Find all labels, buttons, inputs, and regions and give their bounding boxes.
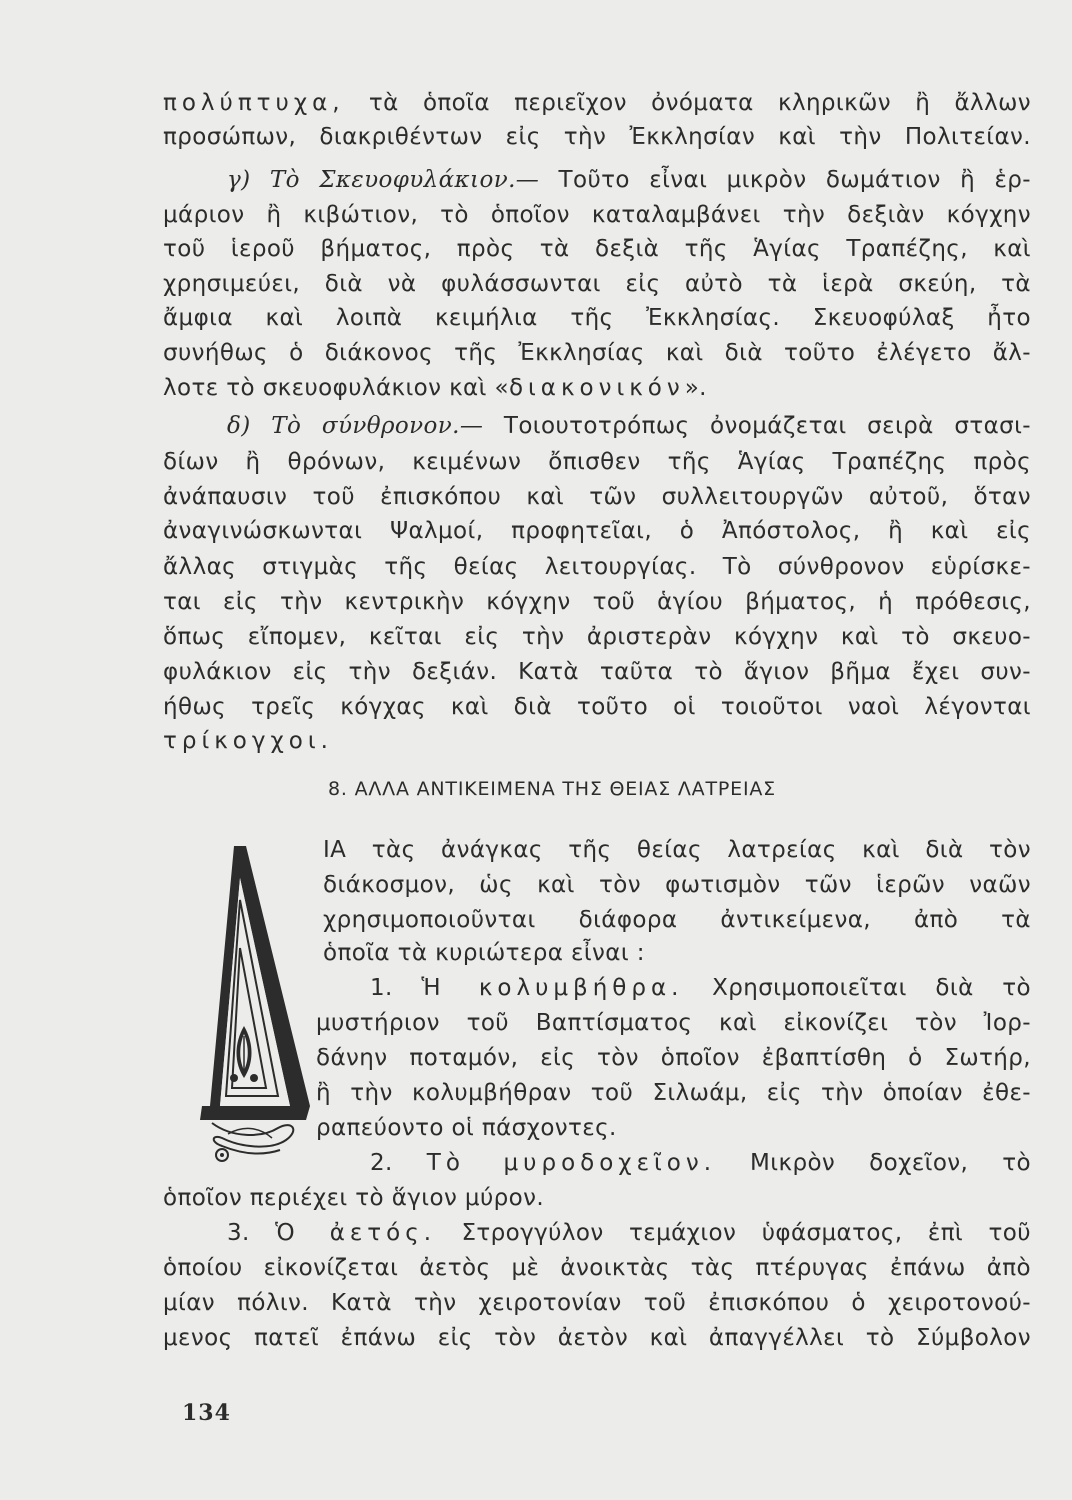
text-line: ὁποῖον περιέχει τὸ ἅγιον μύρον.	[163, 1185, 545, 1211]
text-line: μυστήριον τοῦ Βαπτίσματος καὶ εἰκονίζει τὸν Ἰορ-	[316, 1010, 1031, 1036]
section-label: γ) Τὸ Σκευοφυλάκιον.—	[227, 167, 540, 193]
text-line: γ) Τὸ Σκευοφυλάκιον.— Τοῦτο εἶναι μικρὸν δωμάτιον ἢ ἑρ-	[227, 167, 1031, 193]
text-line: δίων ἢ θρόνων, κειμένων ὄπισθεν τῆς Ἁγίας Τραπέζης πρὸς	[163, 449, 1031, 475]
section-heading: 8. ΑΛΛΑ ΑΝΤΙΚΕΙΜΕΝΑ ΤΗΣ ΘΕΙΑΣ ΛΑΤΡΕΙΑΣ	[328, 778, 776, 800]
text-line: μίαν πόλιν. Κατὰ τὴν χειροτονίαν τοῦ ἐπισκόπου ὁ χειροτονού-	[163, 1290, 1031, 1316]
text-line: λοτε τὸ σκευοφυλάκιον καὶ «διακονικόν».	[163, 375, 707, 401]
page-number: 134	[182, 1400, 231, 1426]
text-line: ἀνάπαυσιν τοῦ ἐπισκόπου καὶ τῶν συλλειτουργῶν αὐτοῦ, ὅταν	[163, 484, 1031, 510]
text-line: συνήθως ὁ διάκονος τῆς Ἐκκλησίας καὶ διὰ τοῦτο ἐλέγετο ἄλ-	[163, 340, 1031, 366]
text-line: δάνην ποταμόν, εἰς τὸν ὁποῖον ἐβαπτίσθη ὁ Σωτήρ,	[316, 1045, 1031, 1071]
text-line: ἄμφια καὶ λοιπὰ κειμήλια τῆς Ἐκκλησίας. Σκευοφύλαξ ἦτο	[163, 305, 1031, 331]
text-line: μάριον ἢ κιβώτιον, τὸ ὁποῖον καταλαμβάνει τὴν δεξιὰν κόγχην	[163, 202, 1031, 228]
section-label: δ) Τὸ σύνθρονον.—	[227, 413, 484, 439]
item-term: Ἡ κολυμβήθρα.	[421, 975, 684, 1001]
text-line: χρησιμοποιοῦνται διάφορα ἀντικείμενα, ἀπὸ τὰ	[323, 907, 1031, 933]
item-term: Τὸ μυροδοχεῖον.	[426, 1150, 717, 1176]
text-line: ἀναγινώσκωνται Ψαλμοί, προφητεῖαι, ὁ Ἀπόστολος, ἢ καὶ εἰς	[163, 518, 1031, 544]
text-line: ΙΑ τὰς ἀνάγκας τῆς θείας λατρείας καὶ διὰ τὸν	[323, 837, 1031, 863]
text-line: ὁποίου εἰκονίζεται ἀετὸς μὲ ἀνοικτὰς τὰς πτέρυγας ἐπάνω ἀπὸ	[163, 1255, 1031, 1281]
drop-cap-delta-icon	[182, 838, 332, 1168]
text-line: φυλάκιον εἰς τὴν δεξιάν. Κατὰ ταῦτα τὸ ἅγιον βῆμα ἔχει συν-	[163, 659, 1031, 685]
item-term: Ὁ ἀετός.	[275, 1220, 437, 1246]
text-line: 3. Ὁ ἀετός. Στρογγύλον τεμάχιον ὑφάσματος, ἐπὶ τοῦ	[227, 1220, 1031, 1246]
text-line: προσώπων, διακριθέντων εἰς τὴν Ἐκκλησίαν καὶ τὴν Πολιτείαν.	[163, 124, 1031, 150]
text-line: ὅπως εἴπομεν, κεῖται εἰς τὴν ἀριστερὰν κόγχην καὶ τὸ σκευο-	[163, 624, 1031, 650]
text-line: διάκοσμον, ὡς καὶ τὸν φωτισμὸν τῶν ἱερῶν ναῶν	[323, 872, 1031, 898]
text-line: τρίκογχοι.	[163, 728, 329, 754]
text-line: μενος πατεῖ ἐπάνω εἰς τὸν ἀετὸν καὶ ἀπαγγέλλει τὸ Σύμβολον	[163, 1325, 1031, 1351]
text-line: ἄλλας στιγμὰς τῆς θείας λειτουργίας. Τὸ σύνθρονον εὑρίσκε-	[163, 554, 1031, 580]
text-line: 2. Τὸ μυροδοχεῖον. Μικρὸν δοχεῖον, τὸ	[370, 1150, 1032, 1176]
text-line: ἢ τὴν κολυμβήθραν τοῦ Σιλωάμ, εἰς τὴν ὁποίαν ἐθε-	[316, 1080, 1031, 1106]
text-line: ήθως τρεῖς κόγχας καὶ διὰ τοῦτο οἱ τοιοῦτοι ναοὶ λέγονται	[163, 694, 1031, 720]
text-line: χρησιμεύει, διὰ νὰ φυλάσσωνται εἰς αὐτὸ τὰ ἱερὰ σκεύη, τὰ	[163, 271, 1031, 297]
text-line: ραπεύοντο οἱ πάσχοντες.	[316, 1115, 617, 1141]
text-line: πολύπτυχα, τὰ ὁποῖα περιεῖχον ὀνόματα κληρικῶν ἢ ἄλλων	[163, 90, 1031, 116]
text-line: ὁποῖα τὰ κυριώτερα εἶναι :	[323, 940, 645, 966]
text-line: ται εἰς τὴν κεντρικὴν κόγχην τοῦ ἁγίου βήματος, ἡ πρόθεσις,	[163, 589, 1031, 615]
text-line: τοῦ ἱεροῦ βήματος, πρὸς τὰ δεξιὰ τῆς Ἁγίας Τραπέζης, καὶ	[163, 236, 1031, 262]
text-line: δ) Τὸ σύνθρονον.— Τοιουτοτρόπως ὀνομάζεται σειρὰ στασι-	[227, 413, 1031, 439]
text-line: 1. Ἡ κολυμβήθρα. Χρησιμοποιεῖται διὰ τὸ	[370, 975, 1031, 1001]
